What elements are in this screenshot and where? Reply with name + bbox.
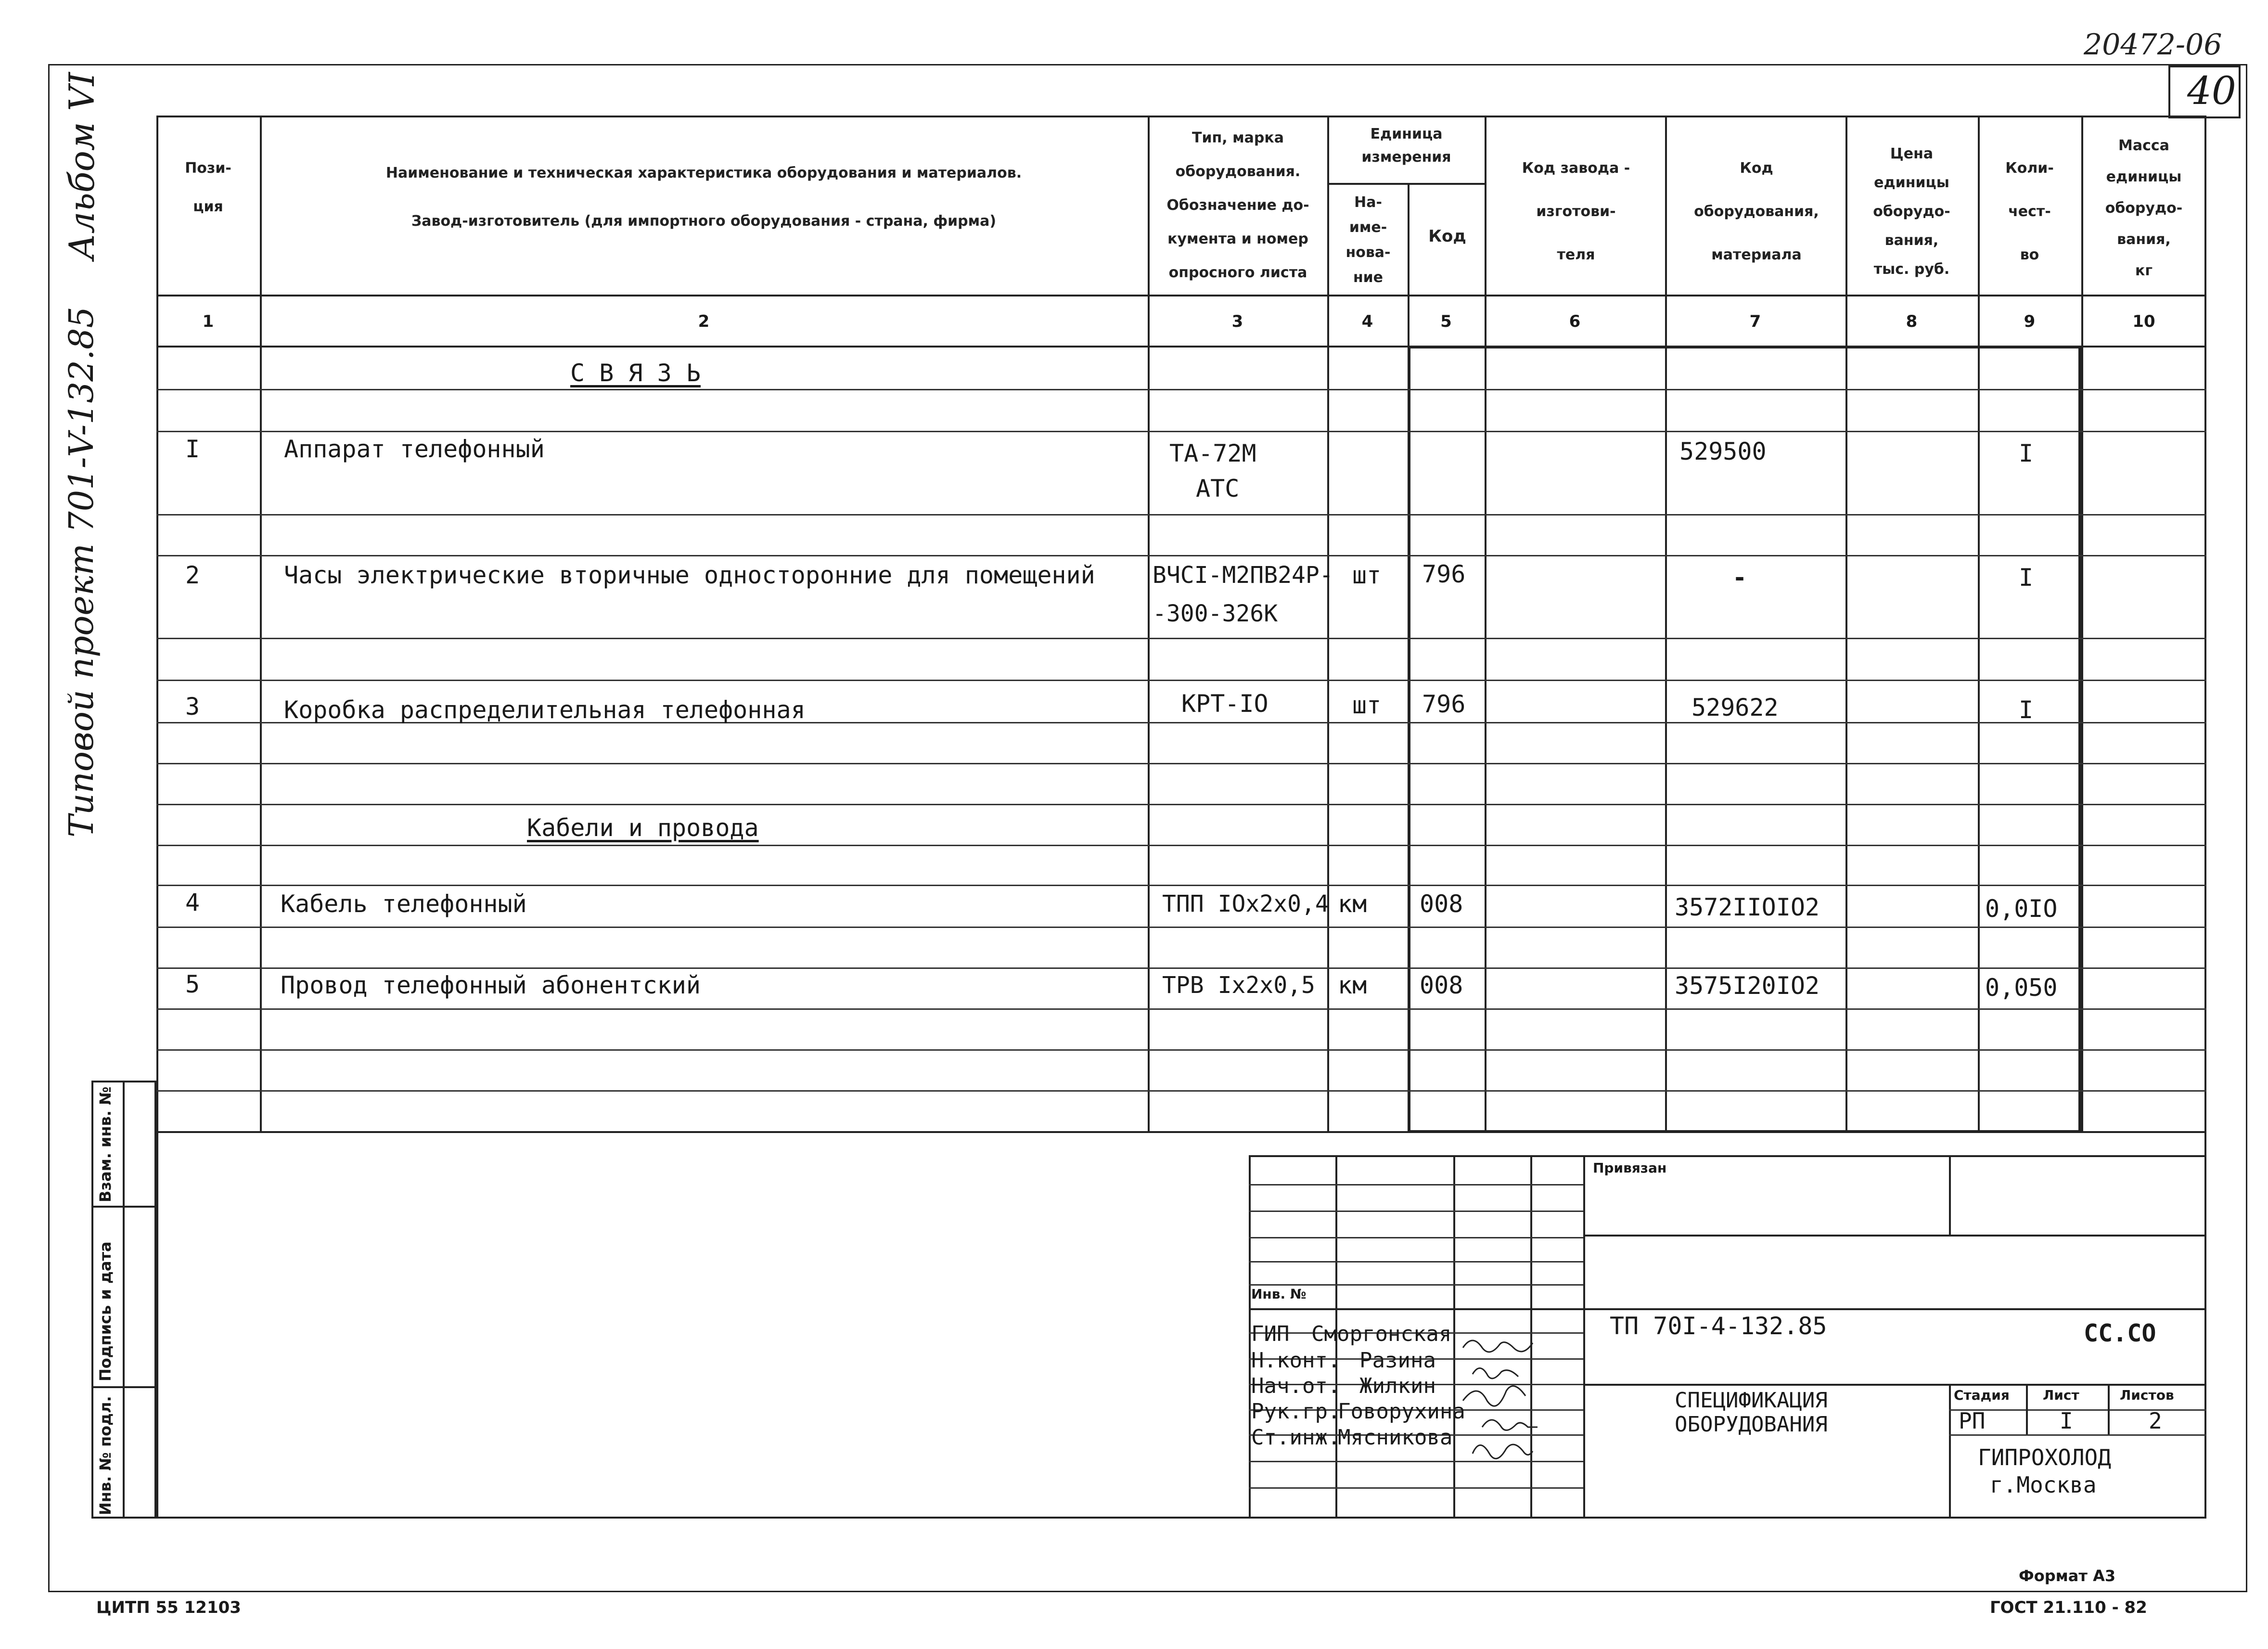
row-5-equip: 3575I20IO2: [1675, 972, 1820, 1000]
colno-2: 2: [698, 312, 710, 331]
colno-3: 3: [1231, 312, 1243, 331]
header-position: Пози- ция: [185, 160, 231, 215]
row-1-type2: АТС: [1196, 475, 1240, 502]
row-5-qty: 0,050: [1985, 974, 2058, 1002]
row-4-qty: 0,0IO: [1985, 895, 2058, 923]
staff-3-role: Нач.от.: [1251, 1374, 1341, 1398]
row-4-equip: 3572IIOIO2: [1675, 893, 1820, 921]
row-2-type: ВЧСI-М2ПВ24Р-: [1153, 562, 1333, 589]
staff-2-role: Н.конт.: [1251, 1348, 1341, 1373]
colno-10: 10: [2132, 312, 2155, 331]
doc-code: ТП 70I-4-132.85: [1610, 1312, 1827, 1340]
row-3-type: КРТ-IO: [1181, 690, 1269, 718]
project-label: Типовой проект 701-V-132.85: [62, 306, 101, 837]
header-unit-code: Код: [1428, 227, 1466, 246]
stage-label: Стадия: [1954, 1387, 2010, 1403]
sheets-label: Листов: [2120, 1387, 2174, 1403]
row-4-pos: 4: [185, 889, 200, 916]
row-2-equip: -: [1732, 564, 1747, 592]
colno-6: 6: [1569, 312, 1581, 331]
row-3-code: 796: [1422, 690, 1466, 718]
archive-code: 20472-06: [2084, 28, 2222, 62]
staff-2-name: Разина: [1359, 1348, 1436, 1373]
row-5-unit: км: [1338, 971, 1367, 999]
colno-8: 8: [1906, 312, 1918, 331]
org-city: г.Москва: [1990, 1472, 2097, 1498]
staff-4-name: Говорухина: [1338, 1399, 1465, 1424]
header-type: Тип, марка оборудования. Обозначение до- кумента и номер опросного листа: [1166, 129, 1309, 281]
header-qty: Коли- чест- во: [2005, 160, 2054, 263]
row-1-equip: 529500: [1679, 438, 1767, 465]
org-name: ГИПРОХОЛОД: [1978, 1444, 2111, 1470]
row-5-pos: 5: [185, 970, 200, 998]
colno-5: 5: [1440, 312, 1452, 331]
staff-3-name: Жилкин: [1359, 1374, 1436, 1398]
album-label: Альбом VI: [62, 72, 102, 260]
header-unit-name: На- име- нова- ние: [1345, 194, 1391, 286]
colno-9: 9: [2024, 312, 2036, 331]
side-stamp-sign: Подпись и дата: [96, 1241, 115, 1381]
row-2-code: 796: [1422, 560, 1466, 588]
row-4-type: ТПП IOx2x0,4: [1162, 890, 1329, 917]
footer-left: ЦИТП 55 12103: [96, 1598, 241, 1617]
staff-4-role: Рук.гр.: [1251, 1399, 1341, 1424]
row-1-pos: I: [185, 435, 200, 463]
side-stamp-inv: Инв. № подл.: [96, 1396, 115, 1515]
sheets-value: 2: [2149, 1408, 2162, 1434]
row-2-type2: -300-326К: [1153, 600, 1278, 627]
inv-no-label: Инв. №: [1251, 1286, 1307, 1302]
row-1-name: Аппарат телефонный: [284, 435, 545, 463]
row-4-name: Кабель телефонный: [281, 890, 527, 918]
row-3-unit: шт: [1352, 691, 1382, 719]
row-1-type: ТА-72М: [1169, 439, 1256, 467]
header-mass: Масса единицы оборудо- вания, кг: [2105, 137, 2183, 279]
row-1-qty: I: [2019, 439, 2034, 467]
header-name: Наименование и техническая характеристика оборудования и материалов. Завод-изготовитель (для импортного оборудования - страна, фирма): [385, 165, 1022, 230]
row-5-name: Провод телефонный абонентский: [281, 971, 701, 999]
colno-1: 1: [202, 312, 214, 331]
signatures: [1453, 1328, 1559, 1482]
header-equip-code: Код оборудования, материала: [1694, 160, 1819, 263]
doc-title: СПЕЦИФИКАЦИЯ ОБОРУДОВАНИЯ: [1675, 1388, 1828, 1437]
row-4-code: 008: [1420, 890, 1463, 918]
colno-7: 7: [1749, 312, 1761, 331]
staff-1-name: Сморгонская: [1311, 1322, 1452, 1346]
row-2-qty: I: [2019, 564, 2034, 592]
header-unit: Единица измерения: [1361, 126, 1451, 166]
row-3-qty: I: [2019, 696, 2034, 724]
row-2-name: Часы электрические вторичные односторонние для помещений: [284, 561, 1095, 589]
row-3-name: Коробка распределительная телефонная: [284, 696, 806, 724]
section-cables: Кабели и провода: [527, 814, 759, 842]
header-price: Цена единицы оборудо- вания, тыс. руб.: [1873, 145, 1950, 278]
footer-gost: ГОСТ 21.110 - 82: [1990, 1598, 2147, 1617]
row-4-unit: км: [1338, 890, 1367, 918]
footer-format: Формат А3: [2019, 1567, 2116, 1585]
privyazan-label: Привязан: [1593, 1160, 1667, 1176]
colno-4: 4: [1361, 312, 1373, 331]
header-factory: Код завода - изготови- теля: [1522, 160, 1630, 263]
stage-value: РП: [1959, 1408, 1986, 1434]
sheet-value: I: [2060, 1408, 2073, 1434]
row-2-pos: 2: [185, 561, 200, 589]
sheet-label: Лист: [2043, 1387, 2079, 1403]
section-svyaz: С В Я З Ь: [570, 359, 701, 387]
page-number: 40: [2187, 68, 2236, 113]
row-5-code: 008: [1420, 971, 1463, 999]
row-2-unit: шт: [1352, 561, 1382, 589]
staff-1-role: ГИП: [1251, 1322, 1290, 1346]
row-5-type: ТРВ Ix2x0,5: [1162, 972, 1315, 999]
staff-5-name: Мясникова: [1338, 1425, 1453, 1450]
row-3-equip: 529622: [1691, 694, 1779, 721]
doc-mark: СС.СО: [2084, 1319, 2156, 1347]
side-stamp-replace: Взам. инв. №: [96, 1086, 115, 1202]
staff-5-role: Ст.инж.: [1251, 1425, 1341, 1450]
row-3-pos: 3: [185, 693, 200, 721]
